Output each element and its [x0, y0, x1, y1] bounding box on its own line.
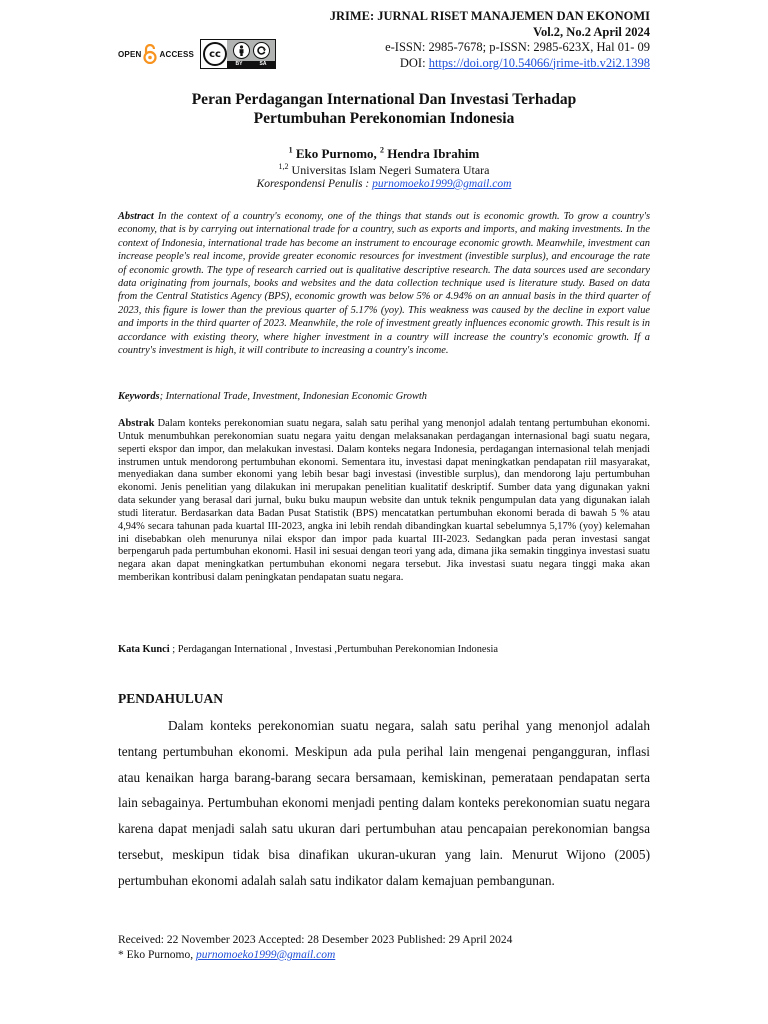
header-logos [118, 38, 276, 70]
open-access-right-text: ACCESS [159, 49, 195, 59]
publication-dates: Received: 22 November 2023 Accepted: 28 Desember 2023 Published: 29 April 2024 [118, 934, 513, 946]
footer-email-link[interactable]: purnomoeko1999@gmail.com [195, 949, 336, 961]
affiliation: $^{1,2}$ Universitas Islam Negeri Sumatera Utara [278, 162, 490, 177]
abstract-english [118, 210, 650, 357]
journal-issn: e-ISSN: 2985-7678; p-ISSN: 2985-623X, Hal 01- 09 [385, 40, 650, 54]
journal-info [330, 9, 650, 71]
cc-sa-label: SA [259, 61, 267, 67]
page-footer [118, 933, 512, 963]
section-heading: PENDAHULUAN [118, 691, 224, 706]
correspondence: Korespondensi Penulis : purnomoeko1999@gmail.com [256, 178, 512, 190]
abstract-text: In the context of a country's economy, one of the things that stands out is economic growth. To grow a country's economy, that is by carrying out international trade for a country, such as exports and imports, and making investments. In the context of Indonesia, international trade has become an instrument to encourage economic growth. Meanwhile, investment can increase people's real income, provide greater economic resources for investment (investible surplus), and encourage the rate of economic growth. The type of research carried out is qualitative descriptive research. The data sources used are secondary data originating from journals, books and websites and the data collection technique used is literature study. Based on data from the Central Statistics Agency (BPS), economic growth was below 5% or 4.94% on an annual basis in the third quarter of 2023, this figure is lower than the previous quarter of 5.17% (yoy). This weakness was caused by the decline in export value and imports in the third quarter of 2023. Meanwhile, the role of investment greatly influences economic growth. This result is in accordance with existing theory, where higher investment in a country will increase the country's economic growth. If a country's investment is high, it will contribute to increasing a country's income. [118, 211, 650, 357]
paper-title: Peran Perdagangan International Dan Investasi Terhadap Pertumbuhan Perekonomian Indonesia [191, 91, 577, 127]
share-alike-icon [253, 42, 270, 59]
open-access-left-text: OPEN [118, 49, 142, 59]
cc-by-label: BY [235, 61, 243, 67]
keywords-english: Keywords; International Trade, Investment, Indonesian Economic Growth [118, 391, 428, 402]
journal-volume: Vol.2, No.2 April 2024 [533, 24, 650, 39]
body-paragraph: Dalam konteks perekonomian suatu negara, salah satu perihal yang menonjol adalah tentang pertumbuhan ekonomi. Meskipun ada pula perihal lain mengenai pengangguran, inflasi atau kenaikan harga barang-barang secara bersamaan, kemiskinan, pemerataan pendapatan serta lain sebagainya. Pertumbuhan ekonomi menjadi penting dalam konteks perekonomian suatu negara karena dapat menjadi salah satu ukuran dari pertumbuhan atau pencapaian perekonomian bangsa tersebut, meskipun tidak bisa dinafikan ukuran-ukuran yang lain. Menurut Wijono (2005) pertumbuhan ekonomi adalah salah satu indikator dalam kemajuan pembangunan. [118, 718, 650, 888]
creative-commons-icon: cc [203, 42, 227, 66]
open-access-logo [118, 44, 194, 64]
journal-name: JRIME: JURNAL RISET MANAJEMEN DAN EKONOMI [329, 9, 650, 23]
attribution-person-icon [233, 42, 250, 59]
abstrak-text: Dalam konteks perekonomian suatu negara, salah satu perihal yang menonjol adalah tentang pertumbuhan ekonomi. Untuk menumbuhkan perekonomian suatu negara yaitu dengan melaksanakan perdagangan internasional bagi suatu negara, seperti ekspor dan impor, dan melakukan investasi. Dalam konteks negara Indonesia, perdagangan internasional telah menjadi instrumen untuk mendorong pertumbuhan ekonomi. Sementara itu, investasi dapat meningkatkan pendapatan riil masyarakat, menyediakan dana sumber ekonomi yang lebih besar bagi investasi (investible surplus), dan mendorong laju pertumbuhan ekonomi. Jenis penelitian yang dilakukan ini merupakan penelitian kualitatif deskriptif. Sumber data yang digunakan yakni data sekunder yang berasal dari jurnal, buku buku maupun website dan untuk teknik pengumpulan data yang digunakan ialah studi literatur. Berdasarkan data Badan Pusat Statistik (BPS) mencatatkan pertumbuhan ekonomi berada di bawah 5 % atau 4,94% secara tahunan pada kuartal III-2023, angka ini lebih rendah dibandingkan kuartal sebelumnya 5,17% (yoy) kelemahan ini disebabkan oleh menurunya nilai ekspor dan impor pada kuartal III-2023. Sedangkan pada peran investasi sangat berpengaruh pada pertumbuhan ekonomi. Hasil ini sesuai dengan teori yang ada, dimana jika semakin tingginya investasi suatu negara akan dapat meningkatkan pertumbuhan ekonomi negara tersebut. Jika investasi suatu negara tinggi maka akan memberikan kontribusi dalam peningkatan pendapatan suatu negara. [118, 418, 650, 584]
journal-doi: DOI: https://doi.org/10.54066/jrime-itb.v2i2.1398 [399, 55, 650, 70]
abstract-indonesian [118, 418, 650, 585]
doi-link[interactable]: https://doi.org/10.54066/jrime-itb.v2i2.1398 [428, 55, 650, 70]
abstract-label: Abstract [118, 211, 154, 222]
footer-author: * Eko Purnomo, purnomoeko1999@gmail.com [118, 949, 336, 961]
abstrak-label: Abstrak [118, 418, 155, 429]
correspondence-email-link[interactable]: purnomoeko1999@gmail.com [372, 178, 512, 190]
open-access-lock-icon [143, 44, 157, 64]
cc-license-badge[interactable] [200, 39, 276, 69]
author-list: $^1$ Eko Purnomo, $^2$ Hendra Ibrahim [288, 145, 480, 161]
keywords-indonesian: Kata Kunci ; Perdagangan International , Investasi ,Pertumbuhan Perekonomian Indonesia [118, 644, 499, 655]
